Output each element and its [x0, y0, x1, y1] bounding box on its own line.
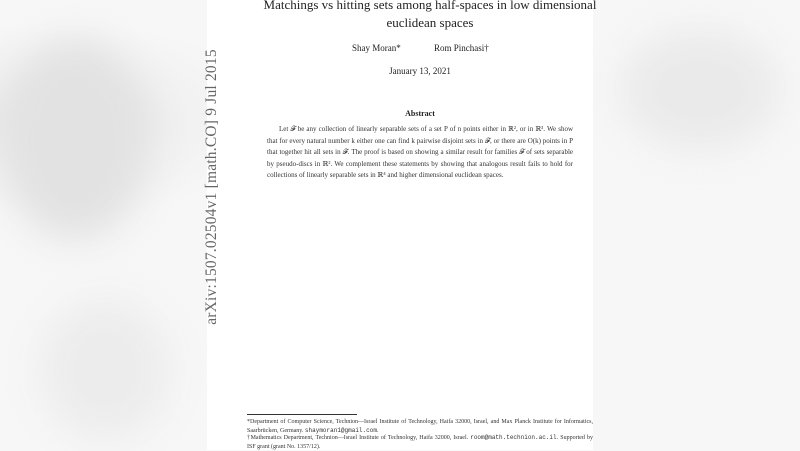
arxiv-stamp: arXiv:1507.02504v1 [math.CO] 9 Jul 2015 [203, 49, 220, 325]
author: Shay Moran* [352, 43, 401, 53]
background-blur [620, 30, 780, 150]
footnote [247, 418, 593, 435]
abstract-heading: Abstract [405, 109, 435, 118]
abstract-text: Let 𝓕 be any collection of linearly separable sets of a set P of n points either in ℝ², or in ℝ³. We show that for every natural number k either one can find k pairwise disjoint sets in 𝓕, or there are O(k) points in P that together hit all sets in 𝓕. The proof is based on showing a similar result for families 𝓕 of sets separable by pseudo-discs in ℝ². We complement these statements by showing that analogous result fails to hold for collections of linearly separable sets in ℝ⁴ and higher dimensional euclidean spaces. [267, 125, 573, 179]
footnote-text: *Department of Computer Science, Technion—Israel Institute of Technology, Haifa 32000, Israel, and Max Planck Institute for Informatics, Saarbrücken, Germany. [247, 419, 593, 434]
background-blur [40, 300, 170, 440]
paper-title: Matchings vs hitting sets among half-spaces in low dimensional euclidean spaces [263, 0, 597, 30]
email-link[interactable]: shaymoran1@gmail.com [304, 426, 377, 434]
date: January 13, 2021 [389, 66, 451, 76]
email-link[interactable]: room@math.technion.ac.il [470, 434, 557, 441]
footnote-rule [247, 414, 357, 415]
footnote-text: †Mathematics Department, Technion—Israel Institute of Technology, Haifa 32000, Israel. [247, 435, 471, 441]
footnote-text: . [376, 427, 379, 434]
footnote-text: . Supported by ISF grant (grant No. 1357/12). [247, 435, 593, 450]
footnote [247, 434, 593, 451]
author: Rom Pinchasi† [434, 43, 489, 53]
